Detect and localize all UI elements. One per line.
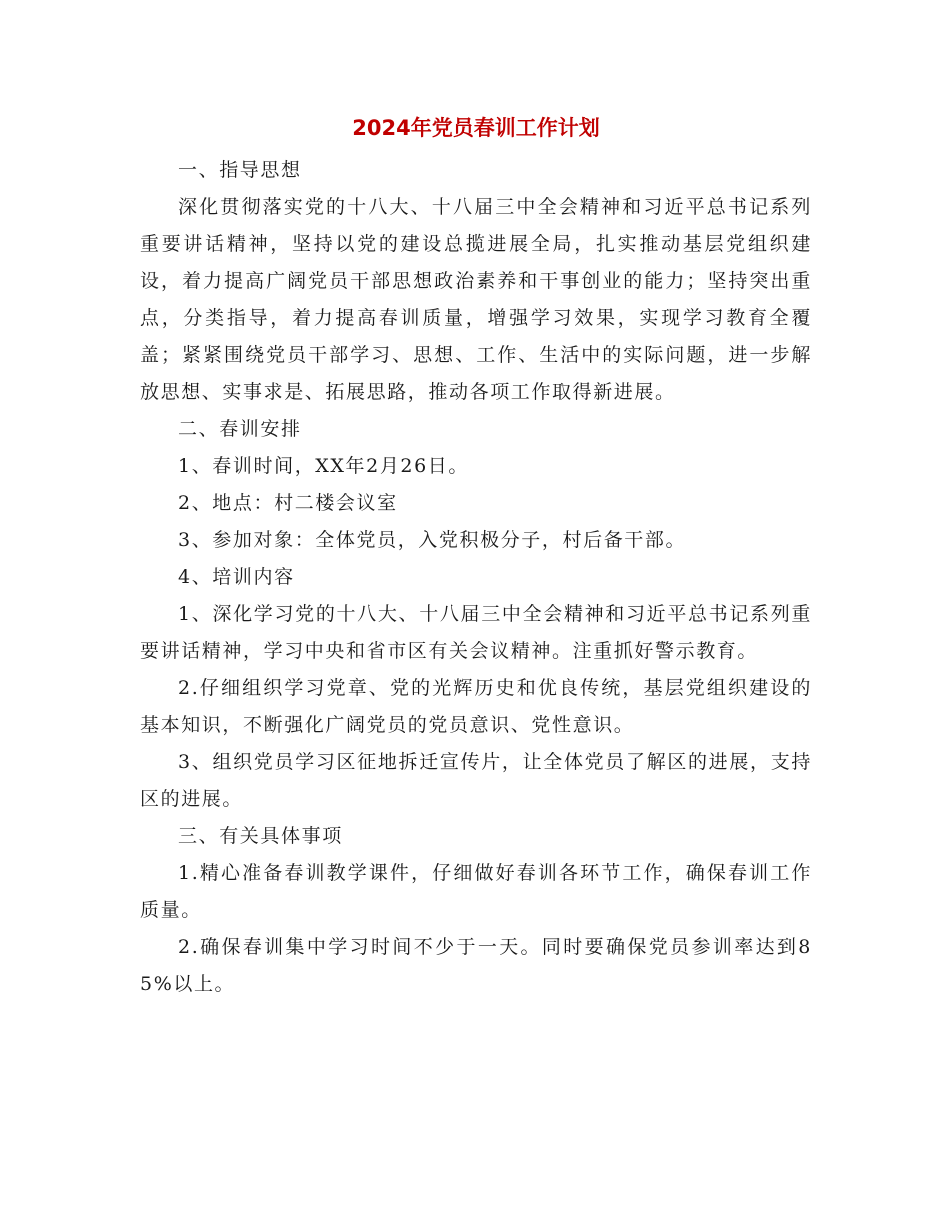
document-title: 2024年党员春训工作计划 bbox=[352, 116, 600, 140]
document-body bbox=[140, 110, 812, 1003]
section-heading-guiding-ideology: 一、指导思想 bbox=[178, 159, 302, 181]
section-heading-training-arrangement: 二、春训安排 bbox=[178, 418, 302, 440]
content-item-1: 1、深化学习党的十八大、十八届三中全会精神和习近平总书记系列重要讲话精神，学习中央和省市区有关会议精神。注重抓好警示教育。 bbox=[140, 603, 812, 662]
content-item-2: 2.仔细组织学习党章、党的光辉历史和优良传统，基层党组织建设的基本知识，不断强化广阔党员的党员意识、党性意识。 bbox=[140, 677, 812, 736]
content-item-3: 3、组织党员学习区征地拆迁宣传片，让全体党员了解区的进展，支持区的进展。 bbox=[140, 751, 812, 810]
paragraph-guiding-ideology: 深化贯彻落实党的十八大、十八届三中全会精神和习近平总书记系列重要讲话精神，坚持以党的建设总揽进展全局，扎实推动基层党组织建设，着力提高广阔党员干部思想政治素养和干事创业的能力；坚持突出重点，分类指导，着力提高春训质量，增强学习效果，实现学习教育全覆盖；紧紧围绕党员干部学习、思想、工作、生活中的实际问题，进一步解放思想、实事求是、拓展思路，推动各项工作取得新进展。 bbox=[140, 196, 812, 403]
matter-item-1: 1.精心准备春训教学课件，仔细做好春训各环节工作，确保春训工作质量。 bbox=[140, 862, 812, 921]
matter-item-2: 2.确保春训集中学习时间不少于一天。同时要确保党员参训率达到85%以上。 bbox=[140, 936, 812, 995]
section-heading-specific-matters: 三、有关具体事项 bbox=[178, 825, 343, 847]
list-item-participants: 3、参加对象：全体党员，入党积极分子，村后备干部。 bbox=[178, 529, 687, 551]
list-item-training-content: 4、培训内容 bbox=[178, 566, 295, 588]
list-item-training-time: 1、春训时间，XX年2月26日。 bbox=[178, 455, 470, 477]
list-item-location: 2、地点：村二楼会议室 bbox=[178, 492, 398, 514]
